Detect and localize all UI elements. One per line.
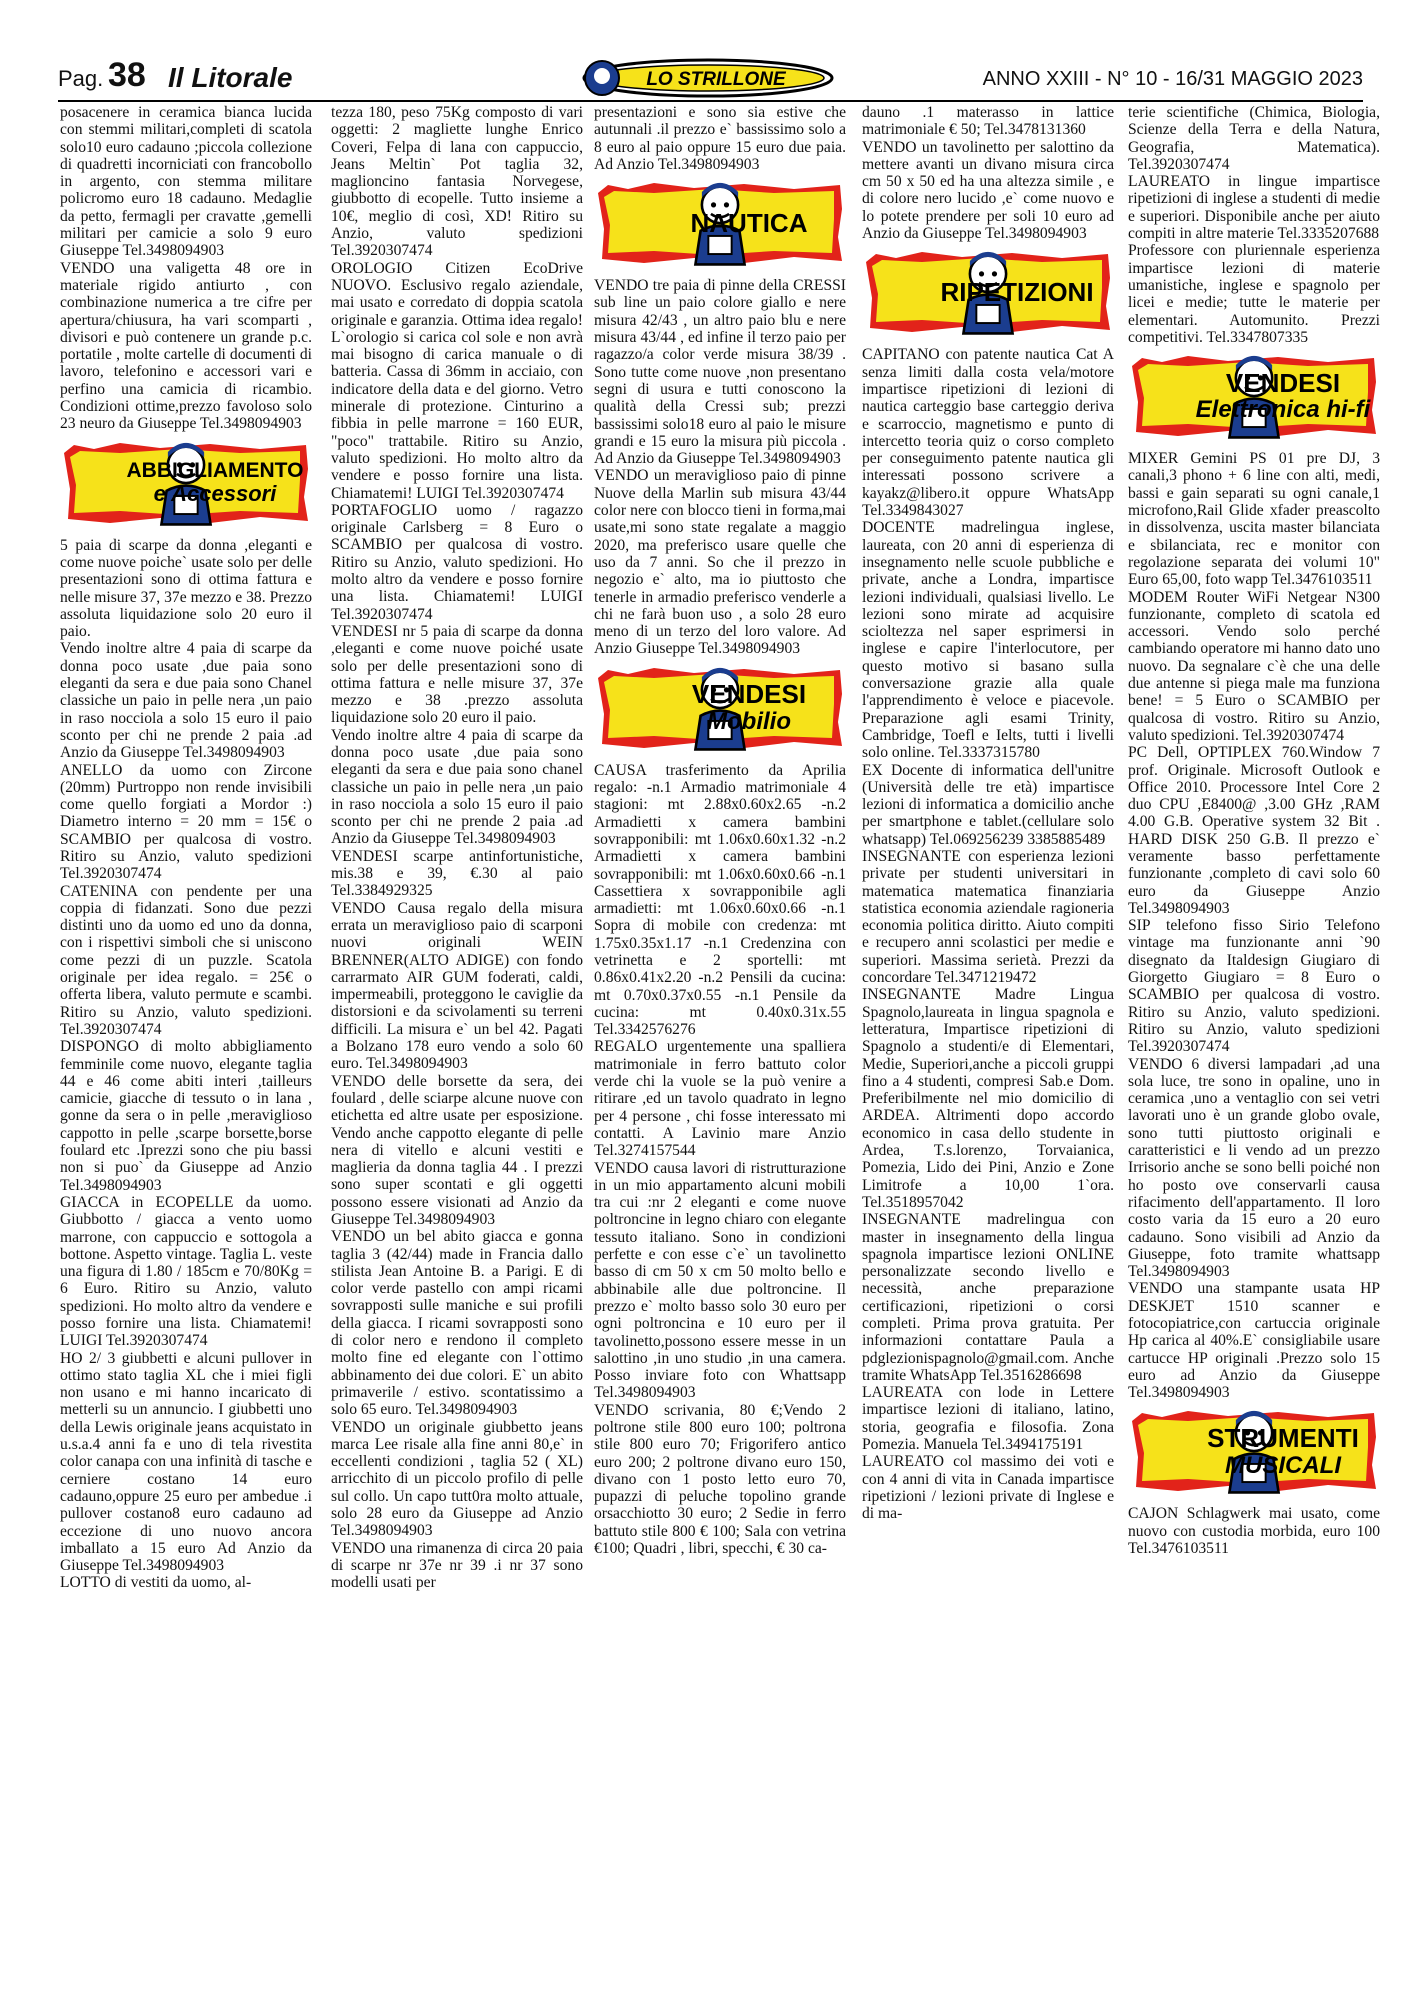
classified-ad: VENDO scrivania, 80 €;Vendo 2 poltrone stile 800 euro 100; poltrona stile 800 euro 70; Frigorifero antico euro 200; 2 poltrone divano euro 150, divano con 1 posto letto euro 70, pupazzi di peluche topolino grande orsacchiotto 30 euro; 2 Sedie in ferro battuto stile 800 € 100; Sala con vetrina €100; Quadri , libri, specchi, € 30 ca- [594, 1401, 846, 1558]
banner-strumenti-musicali: STRUMENTI MUSICALI [1128, 1407, 1380, 1495]
classified-ad: VENDESI scarpe antinfortunistiche, mis.38 e 39, €.30 al paio Tel.3384929325 [331, 847, 583, 900]
classified-ad: dauno .1 materasso in lattice matrimoniale € 50; Tel.3478131360 [862, 104, 1114, 139]
classified-ad: LAUREATA con lode in Lettere impartisce lezioni di italiano, latino, storia, geografia e filosofia. Zona Pomezia. Manuela Tel.3494175191 [862, 1384, 1114, 1454]
classified-ad: VENDO Causa regalo della misura errata un meraviglioso paio di scarponi nuovi originali WEIN BRENNER(ALTO ADIGE) con fondo carrarmato AIR GUM foderati, caldi, impermeabili, proteggono le caviglie da distorsioni e da scivolamenti su terreni difficili. La misura e` un bel 42. Pagati a Bolzano 178 euro vendo a solo 60 euro. Tel.3498094903 [331, 899, 583, 1073]
classified-ad: PC Dell, OPTIPLEX 760.Window 7 prof. Originale. Microsoft Outlook e Office 2010. Processore Intel Core 2 duo CPU ,E8400@ ,3.00 GHz ,RAM 4.00 G.B. Operative system 32 Bit . HARD DISK 250 G.B. Il prezzo e` veramente basso perfettamente funzionante ,completo di cavi solo 60 euro da Giuseppe Anzio Tel.3498094903 [1128, 744, 1380, 917]
classified-ad: INSEGNANTE Madre Lingua Spagnolo,laureata in lingua spagnola e letteratura, Impartisce ripetizioni di Spagnolo a studenti/e di Elementari, Medie, Superiori,anche a piccoli gruppi fino a 4 studenti, compresi Sab.e Dom. Preferibilmente nel mio domicilio di ARDEA. Altrimenti dopo accordo economico in casa dello studente in Ardea, T.s.lorenzo, Torvaianica, Pomezia, Lido dei Pini, Anzio e Zone Limitrofe a 10,00 1`ora. Tel.3518957042 [862, 986, 1114, 1211]
classified-ad: VENDO un tavolinetto per salottino da mettere avanti un divano misura circa cm 50 x 50 ed ha una altezza simile , e di colore nero lucido ,e` come nuovo e lo potete prendere per soli 10 euro ad Anzio da Giuseppe Tel.3498094903 [862, 138, 1114, 243]
banner-nautica: NAUTICA [594, 179, 846, 267]
classified-ad: VENDO 6 diversi lampadari ,ad una sola luce, tre sono in opaline, uno in ceramica ,uno a ventaglio con sei vetri lavorati uno è un grande globo ovale, sono tutti piuttosto originali e caratteristici e li vendo ad un prezzo Irrisorio anche se sono belli poiché non ho posto ove conservarli causa rifacimento dell'appartamento. Il loro costo varia da 15 euro a 20 euro cadauno. Sono visibili ad Anzio da Giuseppe, foto tramite whattsapp Tel.3498094903 [1128, 1055, 1380, 1281]
classified-ad: 5 paia di scarpe da donna ,eleganti e come nuove poiche` usate solo per delle presentazioni sono di ottima fattura e nelle misure 37, 37e mezzo e 38. Prezzo assoluta liquidazione solo 20 euro il paio. [60, 536, 312, 641]
column-2 [331, 104, 583, 1592]
banner-vendesi-elettronica: VENDESI Elettronica hi-fi [1128, 352, 1380, 440]
classified-ad: EX Docente di informatica dell'unitre (Università delle tre età) impartisce lezioni di informatica a domicilio anche per smartphone e tablet.(cellulare solo whatsapp) Tel.069256239 3385885489 [862, 761, 1114, 848]
banner-abbigliamento: ABBIGLIAMENTO e Accessori [60, 439, 312, 527]
classified-ad: DISPONGO di molto abbigliamento femminile come nuovo, elegante taglia 44 e 46 come abiti interi ,tailleurs camicie, giacche di tessuto o in lana , gonne da sera o in pelle ,meraviglioso cappotto in pelle ,scarpe borsette,borse foulard etc .Iprezzi sono che piu bassi non si puo` da Giuseppe ad Anzio Tel.3498094903 [60, 1038, 312, 1194]
classified-ad: VENDO una rimanenza di circa 20 paia di scarpe nr 37e nr 39 .i nr 37 sono modelli usati per [331, 1539, 583, 1592]
classified-ad: CAPITANO con patente nautica Cat A senza limiti dalla costa vela/motore impartisce ripetizioni di lezioni di nautica carteggio base carteggio deriva e scarroccio, magnetismo e punto di intercetto teoria quiz o corso completo per conseguimento patente nautica gli interessati possono scrivere a kayakz@libero.it oppure WhatsApp Tel.3349843027 [862, 346, 1114, 520]
page-number: 38 [108, 56, 146, 94]
classified-ad: presentazioni e sono sia estive che autunnali .il prezzo e` bassissimo solo a 8 euro al paio oppure 15 euro due paia. Ad Anzio Tel.3498094903 [594, 104, 846, 173]
classified-ad: VENDO una valigetta 48 ore in materiale rigido antiurto , con combinazione numerica a tre cifre per apertura/chiusura, ha vari scomparti , divisori e può contenere un grande p.c. portatile , molte cartelle di documenti di lavoro, telefonino e accessori vari e perfino una camicia di ricambio. Condizioni ottime,prezzo favoloso solo 23 neuro da Giuseppe Tel.3498094903 [60, 259, 312, 433]
classified-ad: LOTTO di vestiti da uomo, al- [60, 1574, 252, 1592]
classified-ad: OROLOGIO Citizen EcoDrive NUOVO. Esclusivo regalo aziendale, mai usato e corredato di doppia scatola originale e garanzia. Ottima idea regalo! L`orologio si carica col sole e non avrà mai bisogno di carica manuale o di batteria. Cassa di 36mm in acciaio, con indicatore della data e del giorno. Vetro minerale di protezione. Cinturino a fibbia in pelle marrone = 160 EUR, "poco" trattabile. Ritiro su Anzio, valuto spedizioni. Ho molto altro da vendere e posso fornire una lista. Chiamatemi! LUIGI Tel.3920307474 [331, 259, 583, 502]
svg-text:LO STRILLONE: LO STRILLONE [646, 69, 786, 90]
classified-ad: VENDO causa lavori di ristrutturazione in un mio appartamento alcuni mobili tra cui :nr 2 eleganti e come nuove poltroncine in legno chiaro con elegante tessuto italiano. Sono in condizioni perfette e con esse c`e` un tavolinetto basso di cm 50 x cm 50 molto bello e abbinabile alle due poltroncine. Il prezzo e` molto basso solo 30 euro per ogni poltroncina e 10 euro per il tavolinetto,possono essere messe in un salottino ,in uno studio ,in una camera. Posso inviare foto con Whattsapp Tel.3498094903 [594, 1159, 846, 1402]
page-label: Pag. [58, 66, 104, 91]
classified-ad: Professore con pluriennale esperienza impartisce lezioni di materie umanistiche, inglese e spagnolo per licei e medie; tutte le materie per elementari. Automunito. Prezzi competitivi. Tel.3347807335 [1128, 242, 1380, 346]
classified-ad: GIACCA in ECOPELLE da uomo. Giubbotto / giacca a vento uomo marrone, con cappuccio e sottogola a bottone. Aspetto vintage. Taglia L. veste una figura di 1.80 / 185cm e 70/80Kg = 6 Euro. Ritiro su Anzio, valuto spedizioni. Ho molto altro da vendere e posso fornire una lista. Chiamatemi! LUIGI Tel.3920307474 [60, 1193, 312, 1350]
issue-info: ANNO XXIII - N° 10 - 16/31 MAGGIO 2023 [982, 68, 1363, 90]
classified-ad: VENDO un meraviglioso paio di pinne Nuove della Marlin sub misura 43/44 color nere con blocco tieni in forma,mai usate,mi sono state regalate a maggio 2020, ma preferisco usare quelle che uso da 7 anni. So che il prezzo in negozio e` alto, ma io piuttosto che tenerle in armadio preferisco venderle a chi ne farà buon uso , a solo 28 euro meno di un terzo del loro valore. Ad Anzio Giuseppe Tel.3498094903 [594, 467, 846, 658]
classified-ad: terie scientifiche (Chimica, Biologia, Scienze della Terra e della Natura, Geografia, Matematica). Tel.3920307474 [1128, 104, 1380, 173]
classified-ad: INSEGNANTE madrelingua con master in insegnamento della lingua spagnola impartisce lezioni ONLINE personalizzate secondo livello e necessità, anche preparazione certificazioni, ripetizioni o corsi completi. Prima prova gratuita. Per informazioni contattare Paula a pdglezionispagnolo@gmail.com. Anche tramite WhatsApp Tel.3516286698 [862, 1211, 1114, 1384]
column-1 [60, 104, 312, 1592]
classified-ad: VENDO una stampante usata HP DESKJET 1510 scanner e fotocopiatrice,con cartuccia originale Hp carica al 40%.E` consigliabile usare cartucce HP originali .Prezzo solo 15 euro ad Anzio da Giuseppe Tel.3498094903 [1128, 1280, 1380, 1402]
banner-ripetizioni: RIPETIZIONI [862, 248, 1114, 336]
classified-ad: VENDO un originale giubbetto jeans marca Lee risale alla fine anni 80,e` in eccellenti condizioni , taglia 52 ( XL) arricchito di un piccolo profilo di pelle sul collo. Un capo tutt0ra molto attuale, solo 28 euro da Giuseppe ad Anzio Tel.3498094903 [331, 1418, 583, 1540]
header-rule [58, 100, 1363, 102]
page-header [58, 58, 1363, 98]
classified-ad: REGALO urgentemente una spalliera matrimoniale in ferro battuto color verde chi la vuole se la può venire a ritirare ,ed un tavolo quadrato in legno per 4 persone , chi fosse interessato mi contatti. A Lavinio mare Anzio Tel.3274157544 [594, 1038, 846, 1160]
classified-ad: Vendo inoltre altre 4 paia di scarpe da donna poco usate ,due paia sono eleganti da sera e due paia sono Chanel classiche un paio in pelle nera ,un paio in raso nocciola a solo 15 euro il paio sconto per chi ne prende 2 paia .ad Anzio da Giuseppe Tel.3498094903 [60, 640, 312, 762]
column-4 [862, 104, 1114, 1523]
classified-ad: CATENINA con pendente per una coppia di fidanzati. Sono due pezzi distinti uno da uomo ed uno da donna, con i rispettivi simboli che si uniscono come pezzi di un puzzle. Scatola originale per idea regalo. = 25€ o offerta libera, valuto permute e scambi. Ritiro su Anzio, valuto spedizioni. Tel.3920307474 [60, 882, 312, 1038]
newspaper-name: Il Litorale [168, 62, 293, 93]
classified-ad: VENDESI nr 5 paia di scarpe da donna ,eleganti e come nuove poiché usate solo per delle presentazioni sono di ottima fattura e nelle misure 37, 37e mezzo e 38 .prezzo assoluta liquidazione solo 20 euro il paio. [331, 622, 583, 727]
banner-vendesi-mobilio: VENDESI Mobilio [594, 664, 846, 752]
classified-ad: ANELLO da uomo con Zircone (20mm) Purtroppo non rende invisibili come quello forgiati a Mordor :) Diametro interno = 20 mm = 15€ o SCAMBIO per qualcosa di vostro. Ritiro su Anzio, valuto spedizioni Tel.3920307474 [60, 761, 312, 883]
classified-ad: LAUREATO in lingue impartisce ripetizioni di inglese a studenti di medie e superiori. Disponibile anche per aiuto compiti in altre materie Tel.3335207688 [1128, 173, 1380, 243]
classified-ad: MODEM Router WiFi Netgear N300 funzionante, completo di scatola ed accessori. Vendo solo perché cambiando operatore mi hanno dato uno nuovo. Da segnalare c`è che una delle due antenne si piega male ma funziona bene! = 5 Euro o SCAMBIO per qualcosa di vostro. Ritiro su Anzio, valuto spedizioni. Tel.3920307474 [1128, 588, 1380, 744]
classified-ad: VENDO delle borsette da sera, dei foulard , delle sciarpe alcune nuove con etichetta ed altre usate per esposizione. Vendo anche cappotto elegante di pelle nera di vitello e alcuni vestiti e maglieria da donna taglia 44 . I prezzi sono super scontati e gli oggetti possono essere visionati ad Anzio da Giuseppe Tel.3498094903 [331, 1072, 583, 1228]
column-5 [1128, 104, 1380, 1557]
classified-ad: VENDO tre paia di pinne della CRESSI sub line un paio colore giallo e nere misura 42/43 , un altro paio blu e nere misura 43/44 , ed infine il terzo paio per ragazzo/a color verde misura 38/39 . Sono tutte come nuove ,non presentano segni di usura e tutti conoscono la qualità della Cressi sub; prezzi bassissimi solo18 euro al paio le misure grandi e 15 euro la misura più piccola . Ad Anzio da Giuseppe Tel.3498094903 [594, 277, 846, 468]
classified-ad: Vendo inoltre altre 4 paia di scarpe da donna poco usate ,due paia sono eleganti da sera e due paia sono chanel classiche un paio in pelle nera ,un paio in raso nocciola a solo 15 euro il paio sconto per chi ne prende 2 paia .ad Anzio da Giuseppe Tel.3498094903 [331, 726, 583, 848]
column-3 [594, 104, 846, 1557]
classified-ad: VENDO un bel abito giacca e gonna taglia 3 (42/44) made in Francia dallo stilista Jean Antoine B. a Parigi. E di color verde pastello con ampi ricami sovrapposti sulle maniche e sui profili della giacca. I ricami sovrapposti sono di color nero e rendono il completo molto fine ed elegante con l`ottimo abbinamento dei due colori. E` un abito primaverile / estivo. scontatissimo a solo 65 euro. Tel.3498094903 [331, 1228, 583, 1419]
classified-ad: SIP telefono fisso Sirio Telefono vintage ma funzionante anni `90 disegnato da Italdesign Giugiaro di Giorgetto Giugiaro = 8 Euro o SCAMBIO per qualcosa di vostro. Ritiro su Anzio, valuto spedizioni. Ritiro su Anzio, valuto spedizioni Tel.3920307474 [1128, 917, 1380, 1056]
classified-ad: PORTAFOGLIO uomo / ragazzo originale Carlsberg = 8 Euro o SCAMBIO per qualcosa di vostro. Ritiro su Anzio, valuto spedizioni. Ho molto altro da vendere e posso fornire una lista. Chiamatemi! LUIGI Tel.3920307474 [331, 501, 583, 623]
classified-ad: CAJON Schlagwerk mai usato, come nuovo con custodia morbida, euro 100 Tel.3476103511 [1128, 1505, 1380, 1558]
classified-ad: LAUREATO col massimo dei voti e con 4 anni di vita in Canada impartisce ripetizioni / lezioni private di Inglese e di ma- [862, 1453, 1114, 1523]
lo-strillone-logo [578, 56, 838, 100]
classified-ad: CAUSA trasferimento da Aprilia regalo: -n.1 Armadio matrimoniale 4 stagioni: mt 2.88x0.60x2.65 -n.2 Armadietti x camera bambini sovrapponibili: mt 1.06x0.60x1.32 -n.2 Armadietti x camera bambini sovrapponibili: mt 1.06x0.60x0.66 -n.1 Cassettiera x sovrapponibile agli armadietti: mt 1.06x0.60x0.66 -n.1 Sopra di mobile con credenza: mt 1.75x0.35x1.17 -n.1 Credenzina con vetrinetta e 2 sportelli: mt 0.86x0.41x2.20 -n.2 Pensili da cucina: mt 0.70x0.37x0.55 -n.1 Pensile da cucina: mt 0.40x0.31x.55 Tel.3342576276 [594, 761, 846, 1039]
classified-ad: MIXER Gemini PS 01 pre DJ, 3 canali,3 phono + 6 line con alti, medi, bassi e gain separati su ogni canale,1 microfono,Rail Glide xfader preascolto in dissolvenza, uscita master bilanciata e sbilanciata, rec e monitor con regolazione separata dei volumi 10" Euro 65,00, foto wapp Tel.3476103511 [1128, 450, 1380, 589]
classified-ad: HO 2/ 3 giubbetti e alcuni pullover in ottimo stato taglia XL che i miei figli non usano e mi hanno incaricato di metterli su un annuncio. I giubbetti uno della Lewis originale jeans acquistato in u.s.a.4 anni fa e uno di tela rivestita color canapa con una infinità di tasche e cerniere costano 14 euro cadauno,oppure 25 euro per ambedue .i pullover costano8 euro cadauno ad eccezione di uno nuovo ancora imballato a 15 euro Ad Anzio da Giuseppe Tel.3498094903 [60, 1349, 312, 1575]
classified-ad: posacenere in ceramica bianca lucida con stemmi militari,completi di scatola solo10 euro cadauno ;piccola collezione di quadretti incorniciati con francobollo in argento, con stemma militare policromo euro 18 cadauno. Medaglie da petto, fermagli per cravatte ,gemelli militari per camicie a solo 9 euro Giuseppe Tel.3498094903 [60, 104, 312, 260]
classified-ad: tezza 180, peso 75Kg composto di vari oggetti: 2 magliette lunghe Enrico Coveri, Felpa di lana con cappuccio, Jeans Meltin` Pot taglia 32, maglioncino fantasia Norvegese, giubbotto di ecopelle. Tutto insieme a 10€, meglio di così, XD! Ritiro su Anzio, valuto spedizioni Tel.3920307474 [331, 104, 583, 260]
classified-ad: INSEGNANTE con esperienza lezioni private per studenti universitari in matematica matematica finanziaria statistica economia aziendale ragioneria economia politica diritto. Aiuto compiti e recupero anni scolastici per medie e superiori. Massima serietà. Prezzi da concordare Tel.3471219472 [862, 847, 1114, 987]
classified-ad: DOCENTE madrelingua inglese, laureata, con 20 anni di esperienza di insegnamento nelle scuole pubbliche e private, anche a Londra, impartisce lezioni individuali, qualsiasi livello. Le lezioni sono mirate ad acquisire scioltezza nel saper esprimersi in inglese e capire l'interlocutore, per questo motivo si basano sulla conversazione grazie alla quale l'apprendimento è veloce e piacevole. Preparazione agli esami Trinity, Cambridge, Toefl e Ielts, tutti i livelli solo online. Tel.3337315780 [862, 519, 1114, 762]
